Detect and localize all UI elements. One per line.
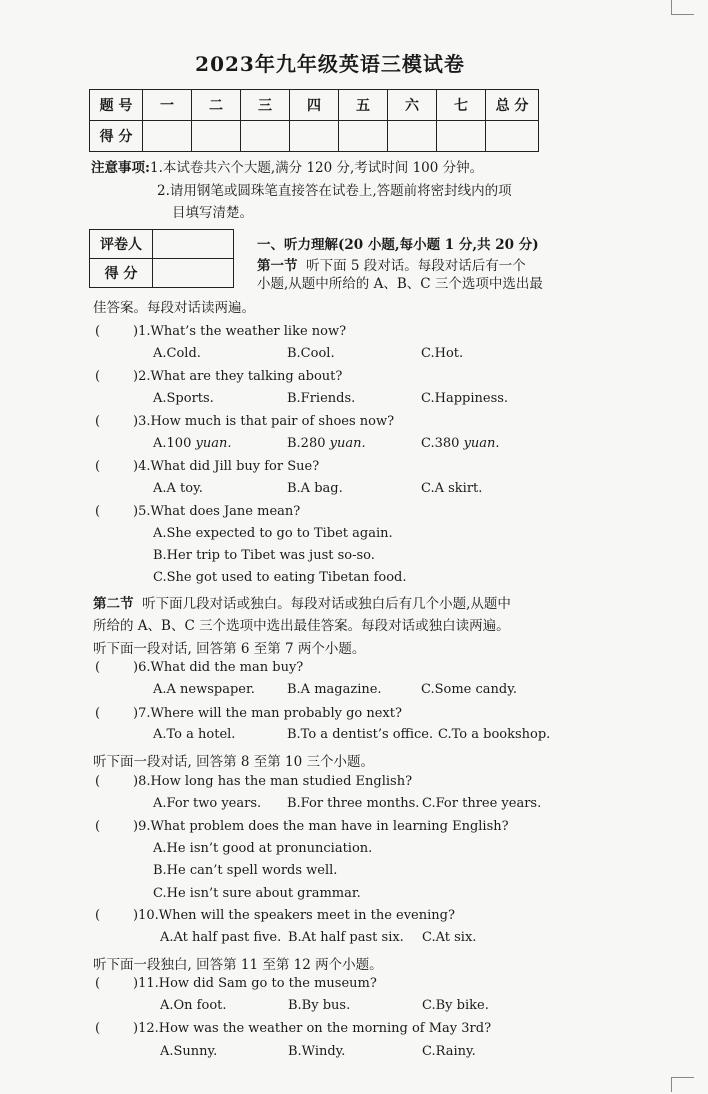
score-cell-5: 五 (339, 90, 388, 121)
score-input-2[interactable] (192, 121, 241, 152)
question-11: )11.How did Sam go to the museum? (133, 976, 377, 991)
score-cell-7: 七 (437, 90, 486, 121)
option-4c: C.A skirt. (421, 481, 483, 496)
option-6c: C.Some candy. (421, 682, 517, 697)
answer-blank[interactable]: ( (95, 504, 101, 519)
option-5b: B.Her trip to Tibet was just so-so. (153, 548, 375, 563)
option-1c: C.Hot. (421, 346, 464, 361)
notes-item-2b: 目填写清楚。 (172, 205, 253, 221)
intro-8-10: 听下面一段对话, 回答第 8 至第 10 三个小题。 (93, 754, 375, 770)
answer-blank[interactable]: ( (95, 706, 101, 721)
answer-blank[interactable]: ( (95, 1021, 101, 1036)
option-12a: A.Sunny. (160, 1044, 218, 1059)
score-cell-4: 四 (290, 90, 339, 121)
option-9b: B.He can’t spell words well. (153, 863, 338, 878)
option-1b: B.Cool. (287, 346, 335, 361)
notes-label: 注意事项: (91, 160, 150, 176)
score-input-5[interactable] (339, 121, 388, 152)
score-input-4[interactable] (290, 121, 339, 152)
option-11c: C.By bike. (422, 998, 489, 1013)
currency-unit: yuan. (195, 436, 232, 451)
intro-11-12: 听下面一段独白, 回答第 11 至第 12 两个小题。 (93, 957, 383, 973)
question-9: )9.What problem does the man have in learning English? (133, 819, 509, 834)
score-input-6[interactable] (388, 121, 437, 152)
score-cell-label: 题 号 (90, 90, 143, 121)
option-12b: B.Windy. (288, 1044, 346, 1059)
option-3a-value: A.100 (153, 436, 192, 451)
option-4a: A.A toy. (153, 481, 203, 496)
part1-label: 第一节 (257, 258, 298, 274)
score-cell-3: 三 (241, 90, 290, 121)
answer-blank[interactable]: ( (95, 369, 101, 384)
score-input-3[interactable] (241, 121, 290, 152)
part1-instr-3: 佳答案。每段对话读两遍。 (93, 300, 255, 316)
score-input-1[interactable] (143, 121, 192, 152)
question-3: )3.How much is that pair of shoes now? (133, 414, 395, 429)
part2-label: 第二节 (93, 596, 134, 612)
option-8a: A.For two years. (153, 796, 262, 811)
option-3b (287, 436, 366, 451)
grader-table (89, 229, 234, 288)
grader-score-label: 得 分 (90, 259, 153, 288)
option-8c: C.For three years. (422, 796, 542, 811)
score-table-score-row (90, 121, 539, 152)
option-3b-value: B.280 (287, 436, 326, 451)
question-4: )4.What did Jill buy for Sue? (133, 459, 320, 474)
question-6: )6.What did the man buy? (133, 660, 304, 675)
option-7b: B.To a dentist’s office. (287, 727, 434, 742)
notes-item-1: 1.本试卷共六个大题,满分 120 分,考试时间 100 分钟。 (149, 160, 484, 176)
option-8b: B.For three months. (287, 796, 420, 811)
part1-text-1: 听下面 5 段对话。每段对话后有一个 (306, 258, 526, 274)
part1-instr-1 (257, 254, 526, 274)
score-cell-6: 六 (388, 90, 437, 121)
score-row-label: 得 分 (90, 121, 143, 152)
answer-blank[interactable]: ( (95, 774, 101, 789)
score-cell-2: 二 (192, 90, 241, 121)
option-10c: C.At six. (422, 930, 477, 945)
answer-blank[interactable]: ( (95, 976, 101, 991)
option-5c: C.She got used to eating Tibetan food. (153, 570, 407, 585)
option-7c: C.To a bookshop. (438, 727, 551, 742)
option-1a: A.Cold. (153, 346, 201, 361)
question-10: )10.When will the speakers meet in the evening? (133, 908, 455, 923)
currency-unit: yuan. (329, 436, 366, 451)
score-input-total[interactable] (486, 121, 539, 152)
score-table-header-row (90, 90, 539, 121)
part2-instr-1 (93, 592, 511, 612)
score-cell-1: 一 (143, 90, 192, 121)
option-2a: A.Sports. (153, 391, 214, 406)
option-2b: B.Friends. (287, 391, 356, 406)
answer-blank[interactable]: ( (95, 819, 101, 834)
question-5: )5.What does Jane mean? (133, 504, 301, 519)
option-9a: A.He isn’t good at pronunciation. (153, 841, 373, 856)
part2-instr-2: 所给的 A、B、C 三个选项中选出最佳答案。每段对话或独白读两遍。 (93, 618, 510, 634)
option-10a: A.At half past five. (160, 930, 282, 945)
option-11a: A.On foot. (160, 998, 227, 1013)
grader-score-input[interactable] (153, 259, 234, 288)
score-cell-total: 总 分 (486, 90, 539, 121)
option-2c: C.Happiness. (421, 391, 509, 406)
crop-mark-top (671, 0, 694, 15)
part2-text-1: 听下面几段对话或独白。每段对话或独白后有几个小题,从题中 (142, 596, 511, 612)
score-table (89, 89, 539, 152)
option-12c: C.Rainy. (422, 1044, 476, 1059)
option-11b: B.By bus. (288, 998, 351, 1013)
part1-instr-2: 小题,从题中所给的 A、B、C 三个选项中选出最 (257, 276, 543, 292)
question-12: )12.How was the weather on the morning of May 3rd? (133, 1021, 492, 1036)
question-1: )1.What’s the weather like now? (133, 324, 347, 339)
option-6b: B.A magazine. (287, 682, 382, 697)
option-9c: C.He isn’t sure about grammar. (153, 886, 361, 901)
notes-item-2a: 2.请用钢笔或圆珠笔直接答在试卷上,答题前将密封线内的项 (157, 183, 512, 199)
grader-label: 评卷人 (90, 230, 153, 259)
notes-line-1 (91, 158, 483, 178)
option-3c-value: C.380 (421, 436, 460, 451)
option-6a: A.A newspaper. (153, 682, 255, 697)
page-title: 2023年九年级英语三模试卷 (195, 52, 465, 76)
answer-blank[interactable]: ( (95, 324, 101, 339)
answer-blank[interactable]: ( (95, 414, 101, 429)
question-2: )2.What are they talking about? (133, 369, 343, 384)
question-8: )8.How long has the man studied English? (133, 774, 413, 789)
crop-mark-bottom (671, 1077, 694, 1092)
option-10b: B.At half past six. (288, 930, 404, 945)
option-3c (421, 436, 500, 451)
answer-blank[interactable]: ( (95, 459, 101, 474)
option-7a: A.To a hotel. (153, 727, 236, 742)
option-4b: B.A bag. (287, 481, 343, 496)
answer-blank[interactable]: ( (95, 908, 101, 923)
answer-blank[interactable]: ( (95, 660, 101, 675)
section1-heading: 一、听力理解(20 小题,每小题 1 分,共 20 分) (257, 237, 539, 253)
grader-input[interactable] (153, 230, 234, 259)
option-5a: A.She expected to go to Tibet again. (153, 526, 393, 541)
option-3a (153, 436, 231, 451)
score-input-7[interactable] (437, 121, 486, 152)
intro-6-7: 听下面一段对话, 回答第 6 至第 7 两个小题。 (93, 641, 366, 657)
question-7: )7.Where will the man probably go next? (133, 706, 402, 721)
currency-unit: yuan. (463, 436, 500, 451)
